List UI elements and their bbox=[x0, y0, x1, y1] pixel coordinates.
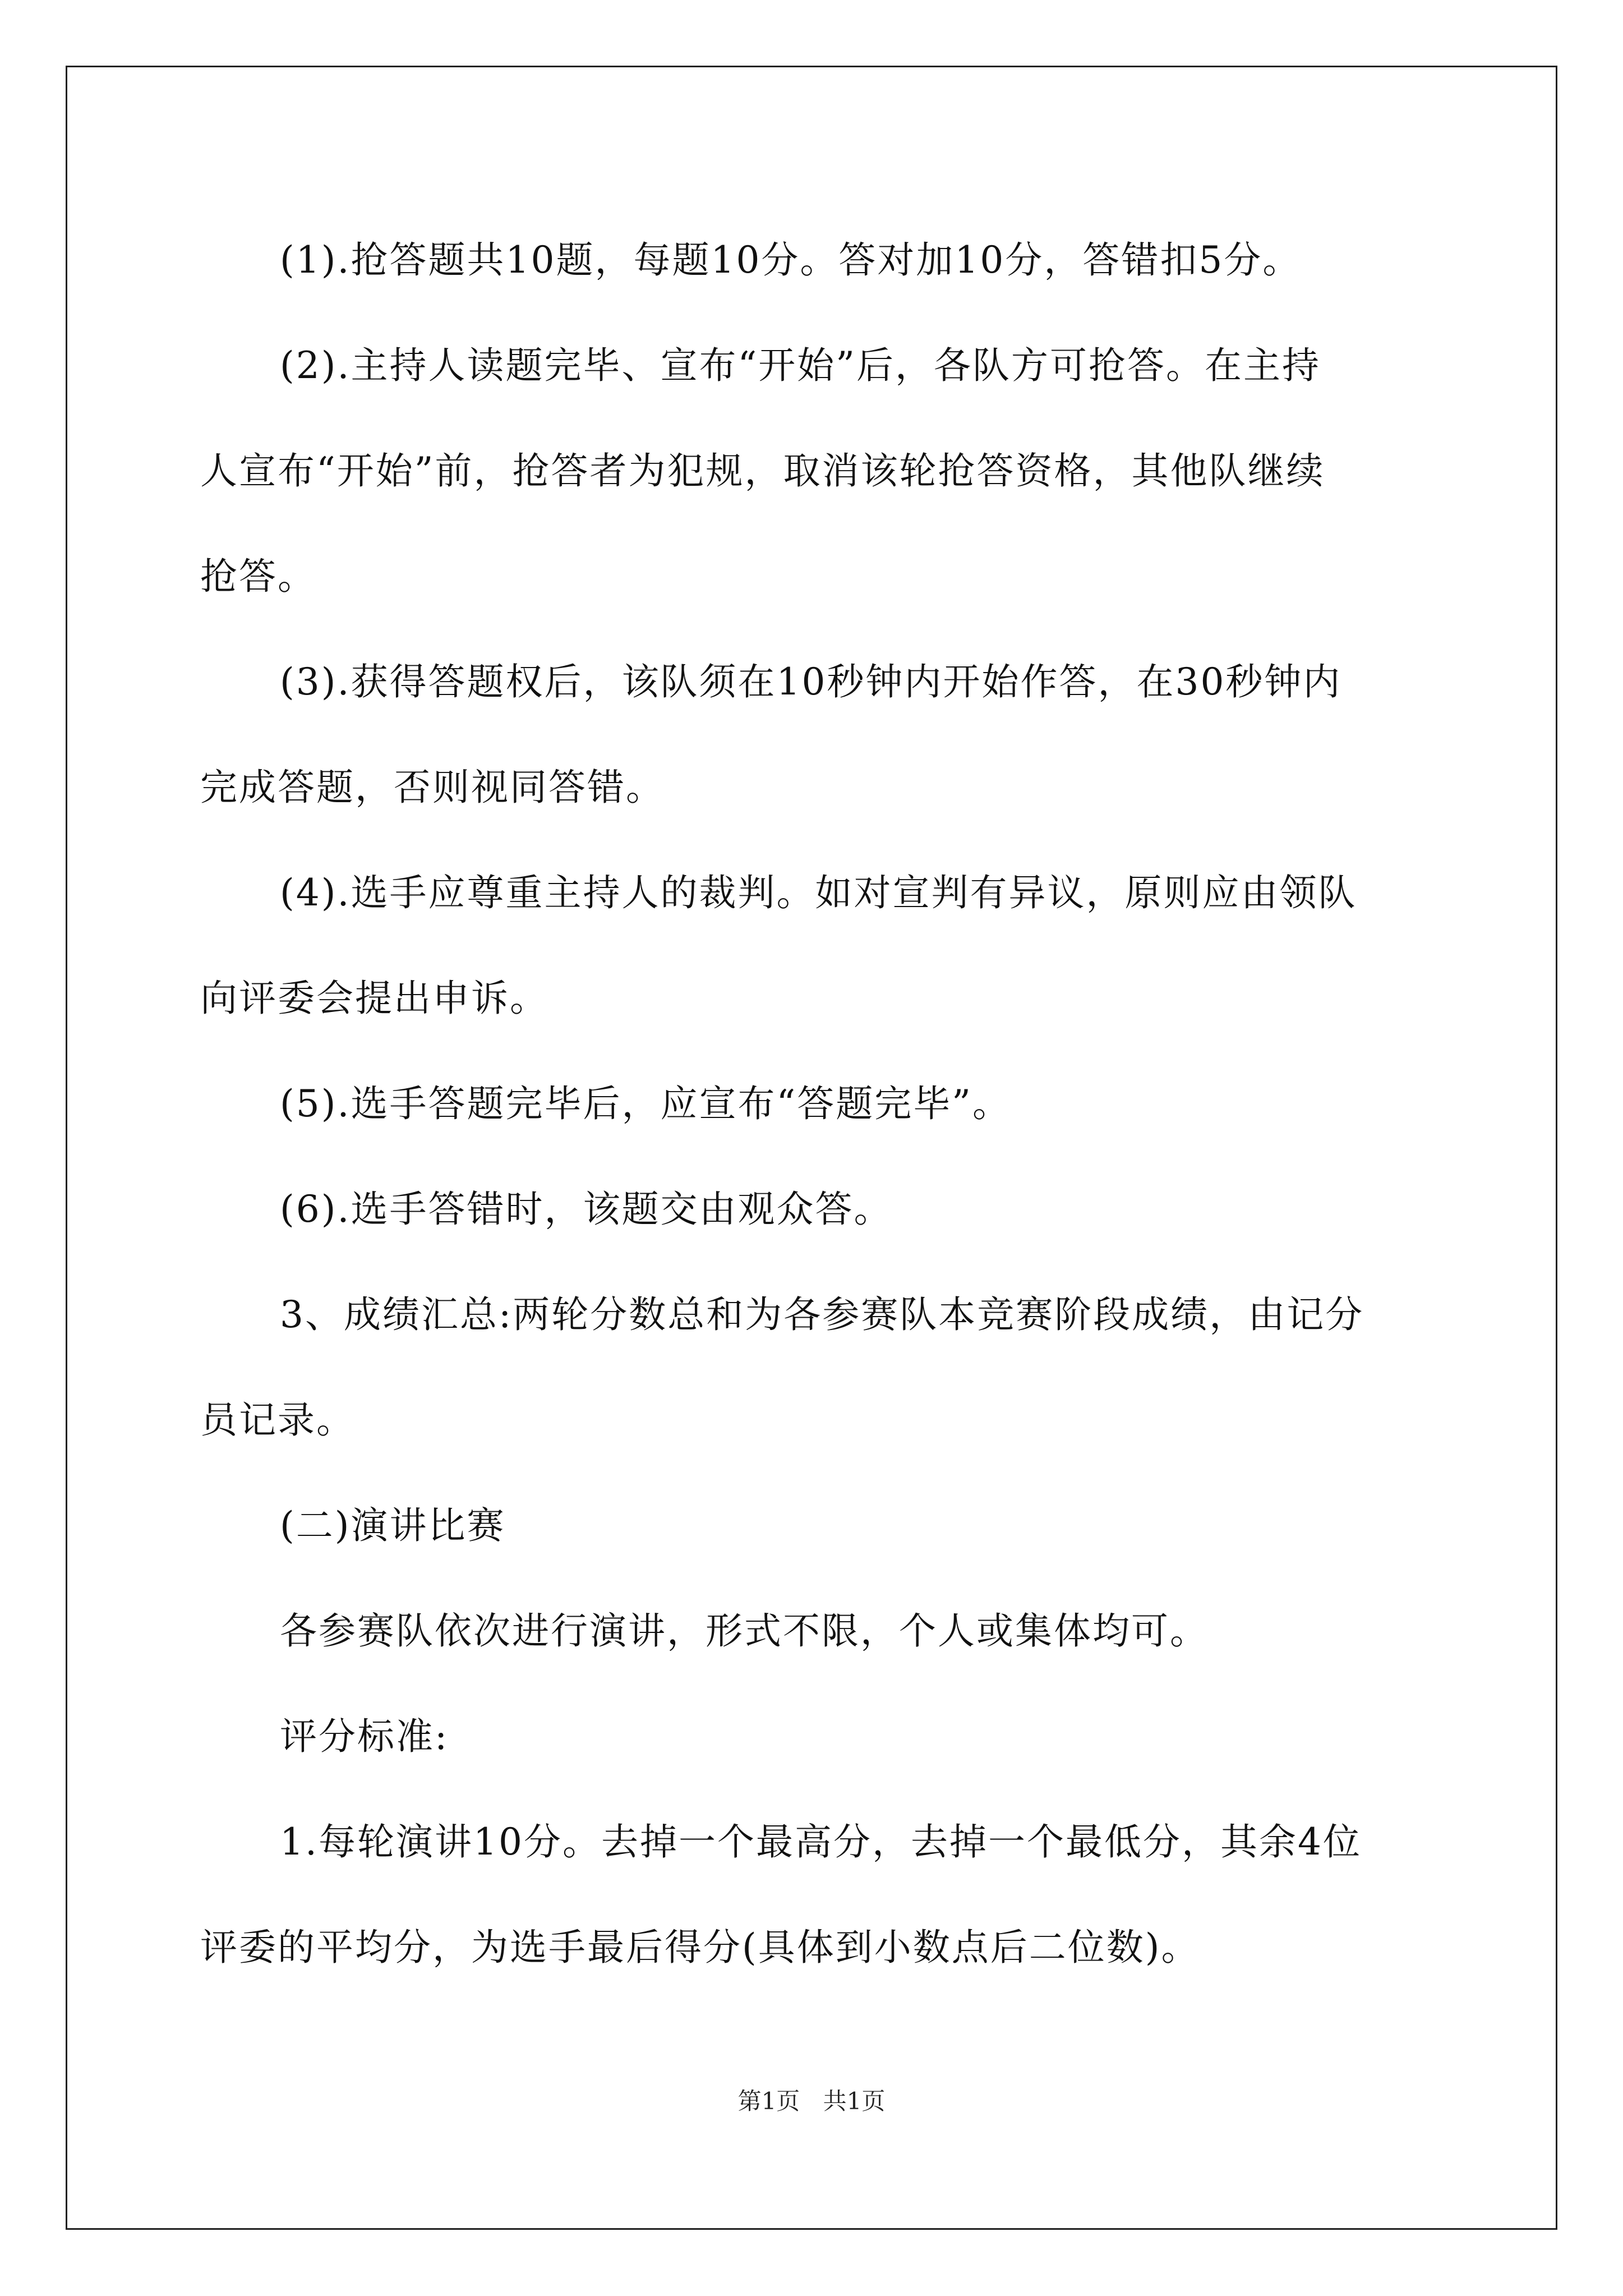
rule-line: (3).获得答题权后，该队须在10秒钟内开始作答，在30秒钟内 bbox=[280, 660, 1342, 703]
rule-line: 人宣布“开始”前，抢答者为犯规，取消该轮抢答资格，其他队继续 bbox=[200, 449, 1325, 493]
summary-line: 员记录。 bbox=[200, 1398, 355, 1442]
rule-line: (4).选手应尊重主持人的裁判。如对宣判有异议，原则应由领队 bbox=[280, 871, 1357, 914]
criteria-heading: 评分标准: bbox=[280, 1715, 449, 1758]
section-heading: (二)演讲比赛 bbox=[280, 1504, 506, 1547]
rule-line: 抢答。 bbox=[200, 555, 316, 598]
rule-line: (5).选手答题完毕后，应宣布“答题完毕”。 bbox=[280, 1082, 1011, 1125]
criteria-line: 1.每轮演讲10分。去掉一个最高分，去掉一个最低分，其余4位 bbox=[280, 1820, 1362, 1864]
page-number: 第1页 bbox=[737, 2087, 800, 2115]
rule-line: 向评委会提出申诉。 bbox=[200, 977, 548, 1020]
page-footer bbox=[0, 2085, 1623, 2118]
page-total: 共1页 bbox=[823, 2087, 886, 2115]
criteria-line: 评委的平均分，为选手最后得分(具体到小数点后二位数)。 bbox=[200, 1926, 1200, 1969]
document-body bbox=[200, 208, 1434, 2000]
rule-line: (2).主持人读题完毕、宣布“开始”后，各队方可抢答。在主持 bbox=[280, 344, 1321, 387]
rule-line: (6).选手答错时，该题交由观众答。 bbox=[280, 1188, 893, 1231]
summary-line: 3、成绩汇总:两轮分数总和为各参赛队本竞赛阶段成绩，由记分 bbox=[280, 1293, 1364, 1336]
rule-line: (1).抢答题共10题，每题10分。答对加10分，答错扣5分。 bbox=[280, 238, 1302, 282]
body-line: 各参赛队依次进行演讲，形式不限，个人或集体均可。 bbox=[280, 1609, 1209, 1653]
rule-line: 完成答题，否则视同答错。 bbox=[200, 766, 665, 809]
